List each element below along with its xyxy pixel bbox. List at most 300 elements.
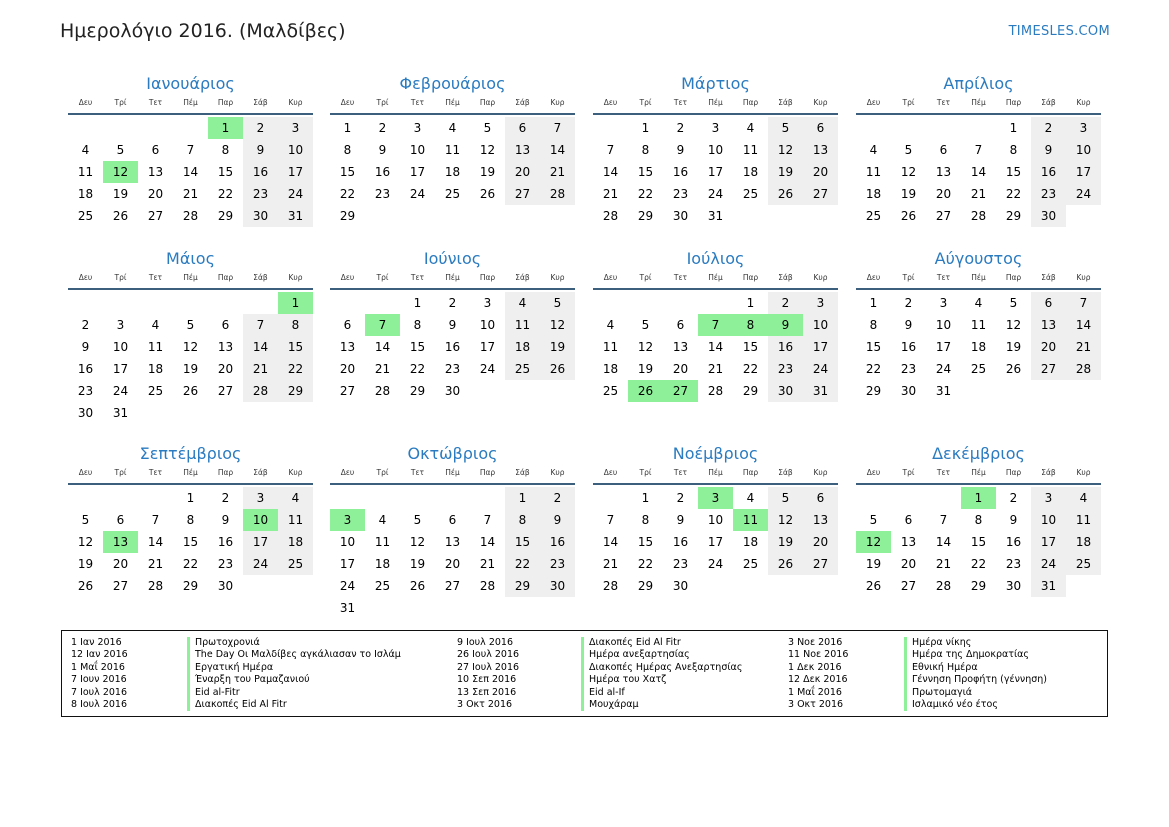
- holiday-name: Πρωτομαγιά: [904, 687, 972, 699]
- holiday-date: 13 Σεπ 2016: [457, 686, 517, 698]
- day-cell: 28: [602, 209, 619, 223]
- empty-cell: [68, 487, 103, 509]
- holiday-name: Ημέρα της Δημοκρατίας: [904, 649, 1029, 661]
- day-cell: 6: [676, 318, 685, 332]
- week-row: [330, 292, 575, 314]
- day-cell: 13: [935, 165, 952, 179]
- weekend-cell: 26: [540, 358, 575, 380]
- day-cell: 27: [444, 579, 461, 593]
- empty-cell: [733, 575, 768, 597]
- weekend-cell: 23: [768, 358, 803, 380]
- day-cell: 11: [970, 318, 987, 332]
- weekday-label: Τετ: [410, 98, 425, 107]
- day-cell: 15: [742, 340, 759, 354]
- empty-cell: [208, 402, 243, 424]
- empty-cell: [400, 205, 435, 227]
- weekend-cell: 13: [803, 509, 838, 531]
- week-row: [330, 487, 575, 509]
- weekend-cell: 10: [1066, 139, 1101, 161]
- weekday-label: Δευ: [78, 98, 93, 107]
- week-row: [330, 117, 575, 139]
- week-row: [330, 205, 575, 227]
- day-cell: 20: [672, 362, 689, 376]
- week-row: [856, 487, 1101, 509]
- day-cell: 4: [81, 143, 90, 157]
- week-row: [330, 380, 575, 402]
- weekend-cell: 28: [540, 183, 575, 205]
- weekend-cell: 2: [768, 292, 803, 314]
- weekday-label: Κυρ: [813, 273, 828, 282]
- day-cell: 23: [900, 362, 917, 376]
- week-row: [68, 509, 313, 531]
- week-row: [593, 205, 838, 227]
- weekday-label: Τετ: [936, 468, 951, 477]
- legend-row: [457, 699, 742, 711]
- day-cell: 18: [602, 362, 619, 376]
- weekday-label: Κυρ: [550, 98, 565, 107]
- empty-cell: [505, 380, 540, 402]
- day-cell: 23: [672, 557, 689, 571]
- weekend-cell: 17: [1066, 161, 1101, 183]
- weekday-label: Δευ: [340, 98, 355, 107]
- day-cell: 13: [147, 165, 164, 179]
- weekend-cell: 22: [278, 358, 313, 380]
- weekday-label: Κυρ: [1076, 98, 1091, 107]
- weekend-cell: 20: [803, 531, 838, 553]
- day-cell: 22: [970, 557, 987, 571]
- day-cell: 9: [81, 340, 90, 354]
- weekday-label: Πέμ: [183, 98, 198, 107]
- empty-cell: [103, 117, 138, 139]
- legend-column: [788, 637, 1047, 711]
- week-row: [593, 183, 838, 205]
- legend-row: [788, 674, 1047, 686]
- weekday-header: [856, 466, 1101, 480]
- day-cell: 21: [970, 187, 987, 201]
- month-calendar: [68, 442, 313, 597]
- weekday-label: Σάβ: [1041, 98, 1056, 107]
- holiday-name: Διακοπές Ημέρας Ανεξαρτησίας: [581, 662, 742, 674]
- holiday-name: Έναρξη του Ραμαζανιού: [187, 674, 310, 686]
- weekend-cell: 3: [243, 487, 278, 509]
- day-cell: 21: [374, 362, 391, 376]
- holiday-name: Ημέρα ανεξαρτησίας: [581, 649, 690, 661]
- empty-cell: [138, 292, 173, 314]
- empty-cell: [733, 205, 768, 227]
- week-row: [330, 336, 575, 358]
- empty-cell: [856, 487, 891, 509]
- day-cell: 14: [182, 165, 199, 179]
- day-cell: 2: [676, 121, 685, 135]
- month-divider: [330, 288, 575, 290]
- weekday-label: Δευ: [603, 273, 618, 282]
- weekend-cell: 19: [768, 161, 803, 183]
- weekend-cell: 3: [1066, 117, 1101, 139]
- legend-row: [71, 699, 401, 711]
- weekend-cell: 10: [278, 139, 313, 161]
- day-cell: 24: [479, 362, 496, 376]
- weekday-label: Κυρ: [288, 273, 303, 282]
- empty-cell: [243, 402, 278, 424]
- day-cell: 25: [742, 187, 759, 201]
- day-cell: 1: [641, 491, 650, 505]
- empty-cell: [243, 292, 278, 314]
- weekday-label: Πέμ: [445, 98, 460, 107]
- day-cell: 30: [444, 384, 461, 398]
- day-cell: 19: [409, 557, 426, 571]
- week-row: [68, 161, 313, 183]
- weekday-header: [330, 96, 575, 110]
- weekday-header: [68, 96, 313, 110]
- weekday-label: Παρ: [479, 468, 496, 477]
- day-cell: 1: [343, 121, 352, 135]
- day-cell: 24: [707, 557, 724, 571]
- weekday-label: Πέμ: [183, 273, 198, 282]
- day-cell: 10: [935, 318, 952, 332]
- weekend-cell: 24: [1066, 183, 1101, 205]
- day-cell: 31: [339, 601, 356, 615]
- weekday-header: [856, 271, 1101, 285]
- weekday-label: Τρί: [639, 468, 652, 477]
- day-cell: 26: [479, 187, 496, 201]
- day-cell: 27: [217, 384, 234, 398]
- day-cell: 1: [869, 296, 878, 310]
- day-cell: 1: [413, 296, 422, 310]
- weekday-label: Τετ: [936, 98, 951, 107]
- holiday-name: Διακοπές Eid Al Fitr: [187, 699, 287, 711]
- day-cell: 29: [217, 209, 234, 223]
- holiday-legend: [61, 630, 1108, 717]
- empty-cell: [173, 402, 208, 424]
- day-cell: 29: [182, 579, 199, 593]
- weekend-cell: 21: [243, 358, 278, 380]
- day-cell: 5: [904, 143, 913, 157]
- day-cell: 4: [378, 513, 387, 527]
- day-cell: 11: [444, 143, 461, 157]
- day-cell: 20: [147, 187, 164, 201]
- weekend-cell: 17: [1031, 531, 1066, 553]
- month-name: Σεπτέμβριος: [139, 444, 242, 463]
- holiday-cell: 1: [278, 292, 313, 314]
- day-cell: 31: [707, 209, 724, 223]
- weekend-cell: 29: [505, 575, 540, 597]
- day-cell: 13: [339, 340, 356, 354]
- empty-cell: [768, 575, 803, 597]
- day-cell: 12: [1005, 318, 1022, 332]
- day-cell: 26: [112, 209, 129, 223]
- day-cell: 2: [378, 121, 387, 135]
- holiday-date: 7 Ιουλ 2016: [71, 686, 127, 698]
- month-name: Αύγουστος: [934, 249, 1023, 268]
- weekday-label: Παρ: [1005, 98, 1022, 107]
- day-cell: 14: [147, 535, 164, 549]
- day-cell: 6: [448, 513, 457, 527]
- day-cell: 20: [112, 557, 129, 571]
- empty-cell: [470, 487, 505, 509]
- weekend-cell: 27: [505, 183, 540, 205]
- day-cell: 6: [343, 318, 352, 332]
- weekend-cell: 27: [803, 553, 838, 575]
- legend-row: [788, 687, 1047, 699]
- day-cell: 22: [182, 557, 199, 571]
- empty-cell: [593, 117, 628, 139]
- weekend-cell: 1: [505, 487, 540, 509]
- weekend-cell: 24: [278, 183, 313, 205]
- weekend-cell: 27: [1031, 358, 1066, 380]
- empty-cell: [961, 117, 996, 139]
- day-cell: 5: [116, 143, 125, 157]
- day-cell: 30: [672, 209, 689, 223]
- weekday-label: Δευ: [603, 98, 618, 107]
- weekend-cell: 17: [278, 161, 313, 183]
- day-cell: 2: [81, 318, 90, 332]
- weekend-cell: 17: [243, 531, 278, 553]
- weekday-label: Παρ: [217, 98, 234, 107]
- day-cell: 17: [409, 165, 426, 179]
- day-cell: 27: [935, 209, 952, 223]
- legend-row: [457, 637, 742, 649]
- day-cell: 1: [641, 121, 650, 135]
- empty-cell: [1066, 575, 1101, 597]
- holiday-cell: 7: [365, 314, 400, 336]
- holiday-date: 7 Ιουν 2016: [71, 674, 127, 686]
- weekday-label: Τρί: [376, 98, 389, 107]
- day-cell: 5: [81, 513, 90, 527]
- empty-cell: [138, 402, 173, 424]
- legend-row: [71, 687, 401, 699]
- day-cell: 29: [970, 579, 987, 593]
- weekend-cell: 18: [1066, 531, 1101, 553]
- day-cell: 28: [374, 384, 391, 398]
- day-cell: 6: [151, 143, 160, 157]
- day-cell: 8: [869, 318, 878, 332]
- month-calendar: [68, 247, 313, 424]
- day-cell: 11: [742, 143, 759, 157]
- weekday-label: Τρί: [902, 273, 915, 282]
- weekend-cell: 13: [803, 139, 838, 161]
- weekday-label: Δευ: [78, 468, 93, 477]
- day-cell: 25: [742, 557, 759, 571]
- week-row: [856, 336, 1101, 358]
- day-cell: 2: [676, 491, 685, 505]
- day-cell: 23: [374, 187, 391, 201]
- site-link[interactable]: TIMESLES.COM: [1008, 24, 1110, 39]
- weekday-header: [856, 96, 1101, 110]
- day-cell: 20: [339, 362, 356, 376]
- weekend-cell: 21: [540, 161, 575, 183]
- weekday-label: Τετ: [148, 98, 163, 107]
- empty-cell: [505, 597, 540, 619]
- day-cell: 19: [900, 187, 917, 201]
- day-cell: 14: [707, 340, 724, 354]
- weekend-cell: 16: [768, 336, 803, 358]
- month-divider: [330, 113, 575, 115]
- empty-cell: [68, 117, 103, 139]
- empty-cell: [435, 205, 470, 227]
- day-cell: 4: [151, 318, 160, 332]
- day-cell: 10: [707, 143, 724, 157]
- day-cell: 16: [1005, 535, 1022, 549]
- empty-cell: [173, 292, 208, 314]
- holiday-name: Μουχάραμ: [581, 699, 639, 711]
- day-cell: 23: [444, 362, 461, 376]
- month-name: Φεβρουάριος: [399, 74, 506, 93]
- weekday-label: Τρί: [902, 468, 915, 477]
- week-row: [856, 509, 1101, 531]
- week-row: [330, 553, 575, 575]
- empty-cell: [435, 597, 470, 619]
- weekday-header: [68, 466, 313, 480]
- weekend-cell: 23: [540, 553, 575, 575]
- month-divider: [68, 483, 313, 485]
- empty-cell: [1031, 380, 1066, 402]
- weekday-label: Τρί: [639, 273, 652, 282]
- week-row: [68, 183, 313, 205]
- day-cell: 21: [602, 187, 619, 201]
- month-divider: [856, 288, 1101, 290]
- week-row: [593, 161, 838, 183]
- day-cell: 10: [112, 340, 129, 354]
- holiday-cell: 1: [961, 487, 996, 509]
- day-cell: 5: [1009, 296, 1018, 310]
- empty-cell: [593, 292, 628, 314]
- day-cell: 15: [1005, 165, 1022, 179]
- weekend-cell: 7: [540, 117, 575, 139]
- weekend-cell: 16: [243, 161, 278, 183]
- holiday-date: 12 Ιαν 2016: [71, 649, 128, 661]
- weekday-label: Τετ: [148, 273, 163, 282]
- holiday-name: The Day Οι Μαλδίβες αγκάλιασαν το Ισλάμ: [187, 649, 401, 661]
- weekend-cell: 12: [768, 139, 803, 161]
- day-cell: 29: [339, 209, 356, 223]
- holiday-cell: 1: [208, 117, 243, 139]
- month-divider: [856, 483, 1101, 485]
- empty-cell: [208, 292, 243, 314]
- weekday-label: Κυρ: [288, 98, 303, 107]
- weekend-cell: 30: [243, 205, 278, 227]
- day-cell: 22: [217, 187, 234, 201]
- day-cell: 22: [865, 362, 882, 376]
- day-cell: 9: [676, 143, 685, 157]
- day-cell: 8: [221, 143, 230, 157]
- day-cell: 11: [602, 340, 619, 354]
- empty-cell: [103, 487, 138, 509]
- day-cell: 25: [865, 209, 882, 223]
- weekend-cell: 6: [803, 117, 838, 139]
- weekend-cell: 19: [768, 531, 803, 553]
- weekday-label: Πέμ: [445, 468, 460, 477]
- weekend-cell: 28: [1066, 358, 1101, 380]
- day-cell: 28: [479, 579, 496, 593]
- weekend-cell: 10: [1031, 509, 1066, 531]
- empty-cell: [593, 487, 628, 509]
- holiday-cell: 8: [733, 314, 768, 336]
- month-name: Ιούνιος: [423, 249, 482, 268]
- day-cell: 19: [479, 165, 496, 179]
- day-cell: 12: [900, 165, 917, 179]
- empty-cell: [365, 292, 400, 314]
- weekend-cell: 12: [768, 509, 803, 531]
- weekend-cell: 11: [278, 509, 313, 531]
- day-cell: 3: [711, 121, 720, 135]
- weekend-cell: 29: [278, 380, 313, 402]
- day-cell: 6: [116, 513, 125, 527]
- weekday-label: Δευ: [340, 273, 355, 282]
- day-cell: 27: [339, 384, 356, 398]
- weekday-label: Σάβ: [253, 98, 268, 107]
- empty-cell: [856, 117, 891, 139]
- weekend-cell: 14: [243, 336, 278, 358]
- weekend-cell: 18: [278, 531, 313, 553]
- week-row: [593, 553, 838, 575]
- day-cell: 5: [413, 513, 422, 527]
- day-cell: 29: [1005, 209, 1022, 223]
- weekday-label: Παρ: [217, 273, 234, 282]
- day-cell: 4: [974, 296, 983, 310]
- empty-cell: [173, 117, 208, 139]
- day-cell: 24: [707, 187, 724, 201]
- weekday-label: Σάβ: [1041, 468, 1056, 477]
- month-name: Ιανουάριος: [146, 74, 235, 93]
- weekend-cell: 11: [1066, 509, 1101, 531]
- month-name: Απρίλιος: [943, 74, 1014, 93]
- weekday-label: Τετ: [936, 273, 951, 282]
- day-cell: 27: [112, 579, 129, 593]
- month-calendar: [593, 442, 838, 597]
- day-cell: 10: [339, 535, 356, 549]
- weekend-cell: 11: [505, 314, 540, 336]
- empty-cell: [926, 117, 961, 139]
- day-cell: 26: [900, 209, 917, 223]
- week-row: [330, 531, 575, 553]
- empty-cell: [470, 597, 505, 619]
- weekday-label: Τρί: [639, 98, 652, 107]
- day-cell: 20: [444, 557, 461, 571]
- holiday-date: 3 Νοε 2016: [788, 637, 843, 648]
- week-row: [856, 553, 1101, 575]
- holiday-date: 3 Οκτ 2016: [457, 698, 513, 710]
- weekday-label: Τρί: [114, 273, 127, 282]
- day-cell: 28: [147, 579, 164, 593]
- day-cell: 26: [77, 579, 94, 593]
- day-cell: 28: [707, 384, 724, 398]
- week-row: [593, 487, 838, 509]
- weekend-cell: 24: [1031, 553, 1066, 575]
- weekend-cell: 13: [505, 139, 540, 161]
- legend-row: [788, 649, 1047, 661]
- day-cell: 16: [900, 340, 917, 354]
- day-cell: 18: [865, 187, 882, 201]
- weekend-cell: 28: [243, 380, 278, 402]
- week-row: [68, 292, 313, 314]
- day-cell: 18: [444, 165, 461, 179]
- weekend-cell: 15: [278, 336, 313, 358]
- weekend-cell: 23: [1031, 183, 1066, 205]
- day-cell: 19: [1005, 340, 1022, 354]
- weekday-label: Τετ: [673, 468, 688, 477]
- day-cell: 12: [182, 340, 199, 354]
- weekend-cell: 10: [803, 314, 838, 336]
- weekday-label: Κυρ: [1076, 273, 1091, 282]
- day-cell: 14: [970, 165, 987, 179]
- weekday-header: [593, 96, 838, 110]
- week-row: [593, 380, 838, 402]
- empty-cell: [103, 292, 138, 314]
- weekday-label: Σάβ: [515, 273, 530, 282]
- holiday-name: Eid al-Fitr: [187, 687, 240, 699]
- day-cell: 5: [186, 318, 195, 332]
- weekend-cell: 22: [505, 553, 540, 575]
